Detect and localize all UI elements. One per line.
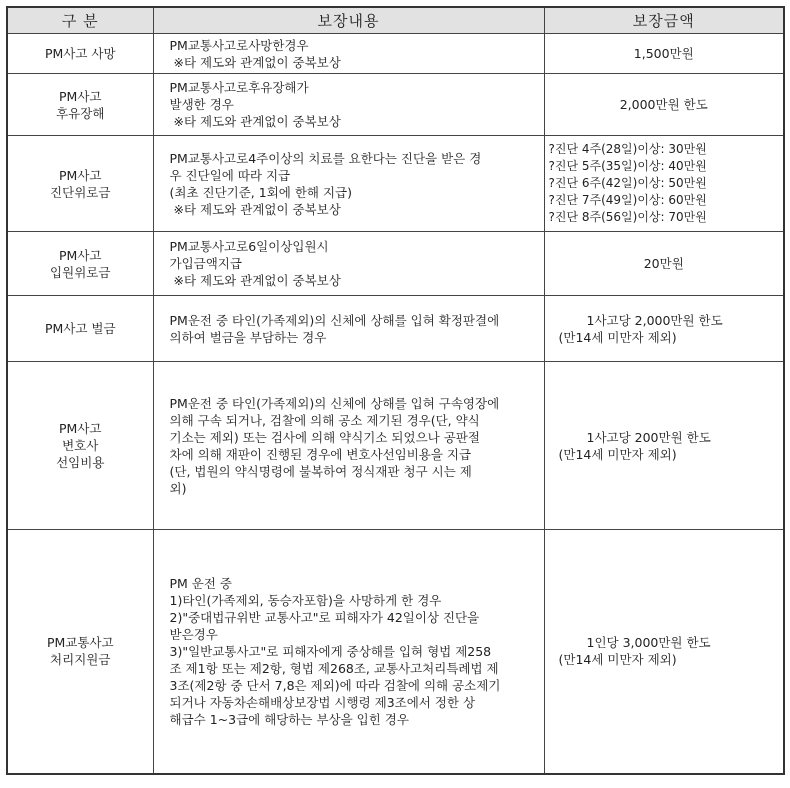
table-row xyxy=(7,136,784,232)
row-content: PM 운전 중 1)타인(가족제외, 동승자포함)을 사망하게 한 경우 2)"중대법규위반 교통사고"로 피해자가 42일이상 진단을 받은경우 3)"일반교통사고"로 피해자에게 중상해를 입혀 형법 제258 조 제1항 또는 제2항, 형법 제268조, 교통사고처리특례법 제 3조(제2항 중 단서 7,8은 제외)에 따라 검찰에 의해 공소제기 되거나 자동차손해배상보장법 시행령 제3조에서 정한 상 해급수 1~3급에 해당하는 부상을 입힌 경우 xyxy=(153,530,544,774)
header-category: 구 분 xyxy=(7,7,153,34)
row-amount: 1사고당 200만원 한도 (만14세 미만자 제외) xyxy=(544,362,784,530)
row-category: PM교통사고 처리지원금 xyxy=(7,530,153,774)
row-content: PM교통사고로4주이상의 치료를 요한다는 진단을 받은 경 우 진단일에 따라 지급 (최초 진단기준, 1회에 한해 지급) ※타 제도와 관계없이 중복보상 xyxy=(153,136,544,232)
row-category: PM사고 진단위로금 xyxy=(7,136,153,232)
table-row xyxy=(7,530,784,774)
row-amount: 20만원 xyxy=(544,232,784,296)
row-content: PM교통사고로후유장해가 발생한 경우 ※타 제도와 관계없이 중복보상 xyxy=(153,74,544,136)
row-content: PM운전 중 타인(가족제외)의 신체에 상해를 입혀 구속영장에 의해 구속 되거나, 검찰에 의해 공소 제기된 경우(단, 약식 기소는 제외) 또는 검사에 의해 약식기소 되었으나 공판절 차에 의해 재판이 진행된 경우에 변호사선임비용을 지급 (단, 법원의 약식명령에 불복하여 정식재판 청구 시는 제 외) xyxy=(153,362,544,530)
row-amount: 2,000만원 한도 xyxy=(544,74,784,136)
row-amount: ?진단 4주(28일)이상: 30만원 ?진단 5주(35일)이상: 40만원 ?진단 6주(42일)이상: 50만원 ?진단 7주(49일)이상: 60만원 ?진단 8주(56일)이상: 70만원 xyxy=(544,136,784,232)
row-category: PM사고 후유장해 xyxy=(7,74,153,136)
coverage-table xyxy=(6,6,785,775)
header-row xyxy=(7,7,784,34)
row-category: PM사고 사망 xyxy=(7,34,153,74)
row-category: PM사고 변호사 선임비용 xyxy=(7,362,153,530)
row-amount: 1사고당 2,000만원 한도 (만14세 미만자 제외) xyxy=(544,296,784,362)
table-row xyxy=(7,296,784,362)
row-amount: 1,500만원 xyxy=(544,34,784,74)
table-row xyxy=(7,74,784,136)
header-amount: 보장금액 xyxy=(544,7,784,34)
header-content: 보장내용 xyxy=(153,7,544,34)
row-content: PM교통사고로6일이상입원시 가입금액지급 ※타 제도와 관계없이 중복보상 xyxy=(153,232,544,296)
row-category: PM사고 입원위로금 xyxy=(7,232,153,296)
table-row xyxy=(7,362,784,530)
row-content: PM교통사고로사망한경우 ※타 제도와 관계없이 중복보상 xyxy=(153,34,544,74)
table-row xyxy=(7,232,784,296)
table-row xyxy=(7,34,784,74)
row-category: PM사고 벌금 xyxy=(7,296,153,362)
row-content: PM운전 중 타인(가족제외)의 신체에 상해를 입혀 확정판결에 의하여 벌금을 부담하는 경우 xyxy=(153,296,544,362)
row-amount: 1인당 3,000만원 한도 (만14세 미만자 제외) xyxy=(544,530,784,774)
